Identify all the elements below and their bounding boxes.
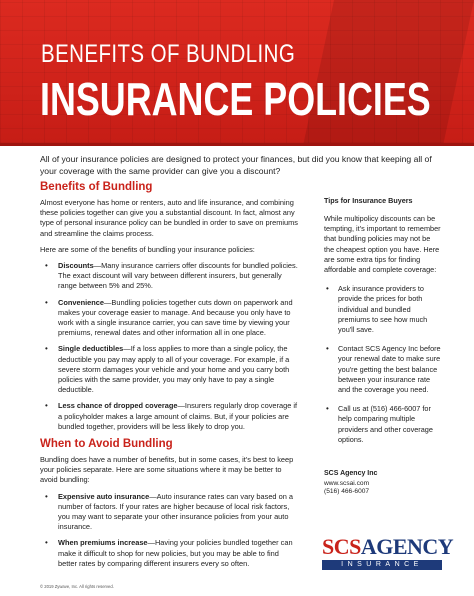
list-item (40, 261, 298, 292)
agency-phone: (516) 466-6007 (324, 488, 370, 496)
intro-paragraph: All of your insurance policies are designed to protect your finances, but did you know that keeping all of your coverage with the same provider can give you a discount? (40, 154, 432, 176)
bullet-icon: • (326, 284, 329, 294)
list-item (40, 344, 298, 395)
agency-website[interactable]: www.scsai.com (324, 479, 370, 487)
list-item (324, 344, 442, 395)
bullet-icon: • (326, 344, 329, 354)
bullet-icon: • (45, 297, 48, 307)
tips-sidebar (324, 196, 442, 454)
logo-insurance-bar: INSURANCE (322, 560, 442, 570)
list-item (324, 284, 442, 335)
list-item (40, 492, 298, 533)
avoid-list (40, 492, 298, 569)
tips-heading: Tips for Insurance Buyers (324, 196, 413, 205)
tips-paragraph: While multipolicy discounts can be tempting, it's important to remember that bundling policies may not be the cheapest option you have. Here are some extra tips for finding affordable and complete coverage: (324, 214, 441, 275)
header-rule (0, 143, 474, 146)
list-item-term: Less chance of dropped coverage (58, 401, 178, 411)
list-item-text: —Auto insurance rates can vary based on a number of factors. If your rates are higher because of local risk factors, you may want to separate your other insurance policies from your auto insurance. (58, 491, 293, 532)
logo-wordmark (322, 534, 454, 559)
list-item-term: Expensive auto insurance (58, 491, 150, 501)
list-item-term: Discounts (58, 261, 94, 271)
list-item (40, 538, 298, 569)
avoid-heading: When to Avoid Bundling (40, 438, 173, 451)
logo-agency: AGENCY (360, 534, 454, 559)
header-title: INSURANCE POLICIES (40, 73, 431, 125)
bullet-icon: • (45, 491, 48, 501)
list-item-text: —Having your policies bundled together can make it difficult to shop for new policies, but you may be able to find better rates by comparing different insurers every so often. (58, 538, 293, 568)
list-item-text: Call us at (516) 466-6007 for help comparing multiple providers and other coverage options. (338, 404, 433, 444)
contact-block (324, 470, 442, 497)
bullet-icon: • (45, 401, 48, 411)
copyright-notice: © 2019 Zywave, Inc. All rights reserved. (40, 584, 114, 589)
benefits-heading: Benefits of Bundling (40, 181, 153, 193)
agency-logo (322, 534, 454, 572)
list-item-text: —Insurers regularly drop coverage if a policyholder makes a large amount of claims. But, if your policies are bundled together, providers will be less likely to drop you. (58, 401, 298, 431)
list-item-text: —Many insurance carriers offer discounts for bundled policies. The exact discount will vary between different insurers, but generally range between 5% and 25%. (58, 261, 298, 291)
tips-list (324, 284, 442, 445)
header-subtitle: BENEFITS OF BUNDLING (41, 40, 296, 68)
list-item-text: —Bundling policies together cuts down on paperwork and makes your coverage easier to manage. And because you only have to work with a single insurance carrier, you can save time by viewing your premiums, renewal dates and other information all in one place. (58, 297, 293, 338)
list-item-term: When premiums increase (58, 538, 148, 548)
benefits-paragraph-1: Almost everyone has home or renters, auto and life insurance, and combining these policies together can give you a substantial discount. In fact, almost any type of personal insurance policy can be bundled in order to save on premiums and streamline the claims process. (40, 198, 299, 238)
benefits-paragraph-2: Here are some of the benefits of bundling your insurance policies: (40, 244, 255, 254)
list-item-term: Convenience (58, 297, 105, 307)
bullet-icon: • (326, 404, 329, 414)
agency-name: SCS Agency Inc (324, 470, 378, 477)
avoid-paragraph: Bundling does have a number of benefits, but in some cases, it's best to keep your policies separate. Here are some situations where it may be better to avoid bundling: (40, 455, 294, 485)
logo-scs: SCS (322, 534, 361, 559)
bullet-icon: • (45, 344, 48, 354)
main-column (40, 181, 298, 575)
list-item-text: Contact SCS Agency Inc before your renewal date to make sure you're getting the best balance between your insurance rate and the coverage you need. (338, 344, 441, 395)
list-item (40, 401, 298, 432)
benefits-list (40, 261, 298, 432)
list-item (324, 404, 442, 445)
list-item-term: Single deductibles (58, 344, 124, 354)
list-item (40, 298, 298, 339)
bullet-icon: • (45, 261, 48, 271)
list-item-text: Ask insurance providers to provide the prices for both individual and bundled premiums to see how much you'll save. (338, 284, 428, 335)
list-item-text: —If a loss applies to more than a single policy, the deductible you pay may apply to all of your coverage. For example, if a severe storm damages your vehicle and your home and you carry both policies with the same provider, you may only have to pay a single deductible. (58, 344, 290, 395)
header-banner (0, 0, 474, 143)
bullet-icon: • (45, 538, 48, 548)
